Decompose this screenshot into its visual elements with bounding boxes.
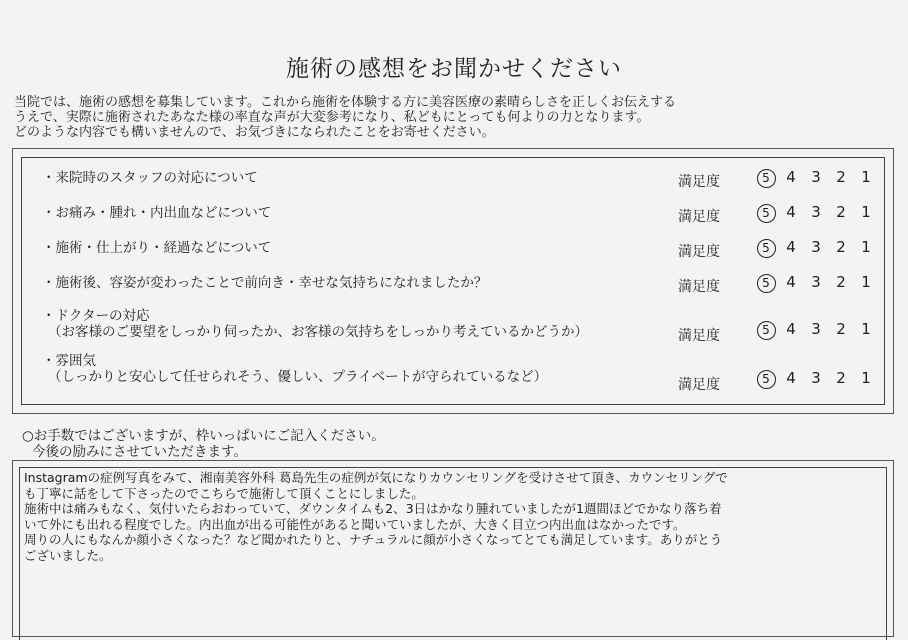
note-line: 今後の励みにさせていただきます。	[32, 444, 247, 460]
intro-line: 当院では、施術の感想を募集しています。これから施術を体験する方に美容医療の素晴らしさを正しくお伝えする	[14, 95, 676, 110]
question-label: ・来院時のスタッフの対応について	[42, 170, 258, 186]
score-5-circled[interactable]: 5	[756, 369, 776, 389]
rating-row	[22, 275, 884, 309]
score-3[interactable]: 3	[811, 320, 821, 338]
rating-scale	[756, 369, 876, 389]
intro-line: どのような内容でも構いませんので、お気づきになられたことをお寄せください。	[14, 125, 495, 140]
comment-line: も丁寧に話をして下さったのでこちらで施術して頂くことにしました。	[24, 485, 424, 501]
comment-line: いて外にも出れる程度でした。内出血が出る可能性があると聞いていましたが、大きく目立つ内出血はなかったです。	[24, 516, 686, 532]
form-title: 施術の感想をお聞かせください	[286, 56, 622, 82]
question-label: ・施術後、容姿が変わったことで前向き・幸せな気持ちになれましたか？	[42, 275, 488, 291]
score-3[interactable]: 3	[811, 168, 821, 186]
score-1[interactable]: 1	[861, 203, 871, 221]
score-4[interactable]: 4	[786, 320, 796, 338]
score-5-circled[interactable]: 5	[756, 203, 776, 223]
rating-row	[22, 308, 884, 348]
score-4[interactable]: 4	[786, 203, 796, 221]
satisfaction-label: 満足度	[678, 174, 720, 190]
score-4[interactable]: 4	[786, 238, 796, 256]
score-1[interactable]: 1	[861, 168, 871, 186]
rating-scale	[756, 168, 876, 188]
question-label: ・雰囲気	[42, 353, 96, 369]
instruction-note	[22, 428, 385, 460]
rating-scale	[756, 273, 876, 293]
question-sub: （お客様のご要望をしっかり伺ったか、お客様の気持ちをしっかり考えているかどうか）	[48, 324, 588, 340]
score-4[interactable]: 4	[786, 168, 796, 186]
comment-line: 施術中は痛みもなく、気付いたらおわっていて、ダウンタイムも2、3日はかなり腫れていましたが1週間ほどでかなり落ち着	[24, 501, 722, 516]
question-label: ・ドクターの対応	[42, 308, 150, 324]
score-3[interactable]: 3	[811, 203, 821, 221]
score-2[interactable]: 2	[836, 320, 846, 338]
satisfaction-label: 満足度	[678, 279, 720, 295]
intro-text	[14, 95, 894, 140]
score-5-circled[interactable]: 5	[756, 238, 776, 258]
question-block	[42, 308, 588, 340]
score-1[interactable]: 1	[861, 369, 871, 387]
score-5-circled[interactable]: 5	[756, 273, 776, 293]
satisfaction-label: 満足度	[678, 209, 720, 225]
rating-box-inner	[21, 157, 885, 405]
score-4[interactable]: 4	[786, 369, 796, 387]
comment-line: 周りの人にもなんか顔小さくなった？など聞かれたりと、ナチュラルに顔が小さくなってとても満足しています。ありがとう	[24, 532, 723, 547]
score-1[interactable]: 1	[861, 273, 871, 291]
score-2[interactable]: 2	[836, 238, 846, 256]
score-2[interactable]: 2	[836, 273, 846, 291]
satisfaction-label: 満足度	[678, 244, 720, 260]
score-2[interactable]: 2	[836, 203, 846, 221]
intro-line: うえで、実際に施術されたあなた様の率直な声が大変参考になり、私どもにとっても何よりの力となります。	[14, 110, 650, 125]
note-line: ○お手数ではございますが、枠いっぱいにご記入ください。	[22, 428, 385, 444]
score-5-circled[interactable]: 5	[756, 168, 776, 188]
question-sub: （しっかりと安心して任せられそう、優しい、プライベートが守られているなど）	[48, 369, 548, 385]
rating-scale	[756, 238, 876, 258]
rating-row	[22, 240, 884, 274]
comment-box[interactable]	[12, 460, 894, 637]
rating-row	[22, 170, 884, 204]
score-2[interactable]: 2	[836, 369, 846, 387]
rating-scale	[756, 203, 876, 223]
rating-box	[12, 148, 894, 414]
comment-line: ございました。	[24, 547, 112, 563]
score-4[interactable]: 4	[786, 273, 796, 291]
question-label: ・施術・仕上がり・経過などについて	[42, 240, 272, 256]
comment-line: Instagramの症例写真をみて、湘南美容外科 葛島先生の症例が気になりカウンセリングを受けさせて頂き、カウンセリングで	[24, 470, 728, 485]
score-3[interactable]: 3	[811, 238, 821, 256]
score-1[interactable]: 1	[861, 238, 871, 256]
comment-box-inner	[19, 467, 887, 640]
rating-scale	[756, 320, 876, 340]
score-3[interactable]: 3	[811, 369, 821, 387]
score-3[interactable]: 3	[811, 273, 821, 291]
satisfaction-label: 満足度	[678, 328, 720, 344]
rating-row	[22, 205, 884, 239]
comment-text	[24, 470, 884, 563]
question-block	[42, 353, 547, 385]
score-5-circled[interactable]: 5	[756, 320, 776, 340]
satisfaction-label: 満足度	[678, 377, 720, 393]
question-label: ・お痛み・腫れ・内出血などについて	[42, 205, 272, 221]
rating-row	[22, 353, 884, 393]
score-2[interactable]: 2	[836, 168, 846, 186]
score-1[interactable]: 1	[861, 320, 871, 338]
